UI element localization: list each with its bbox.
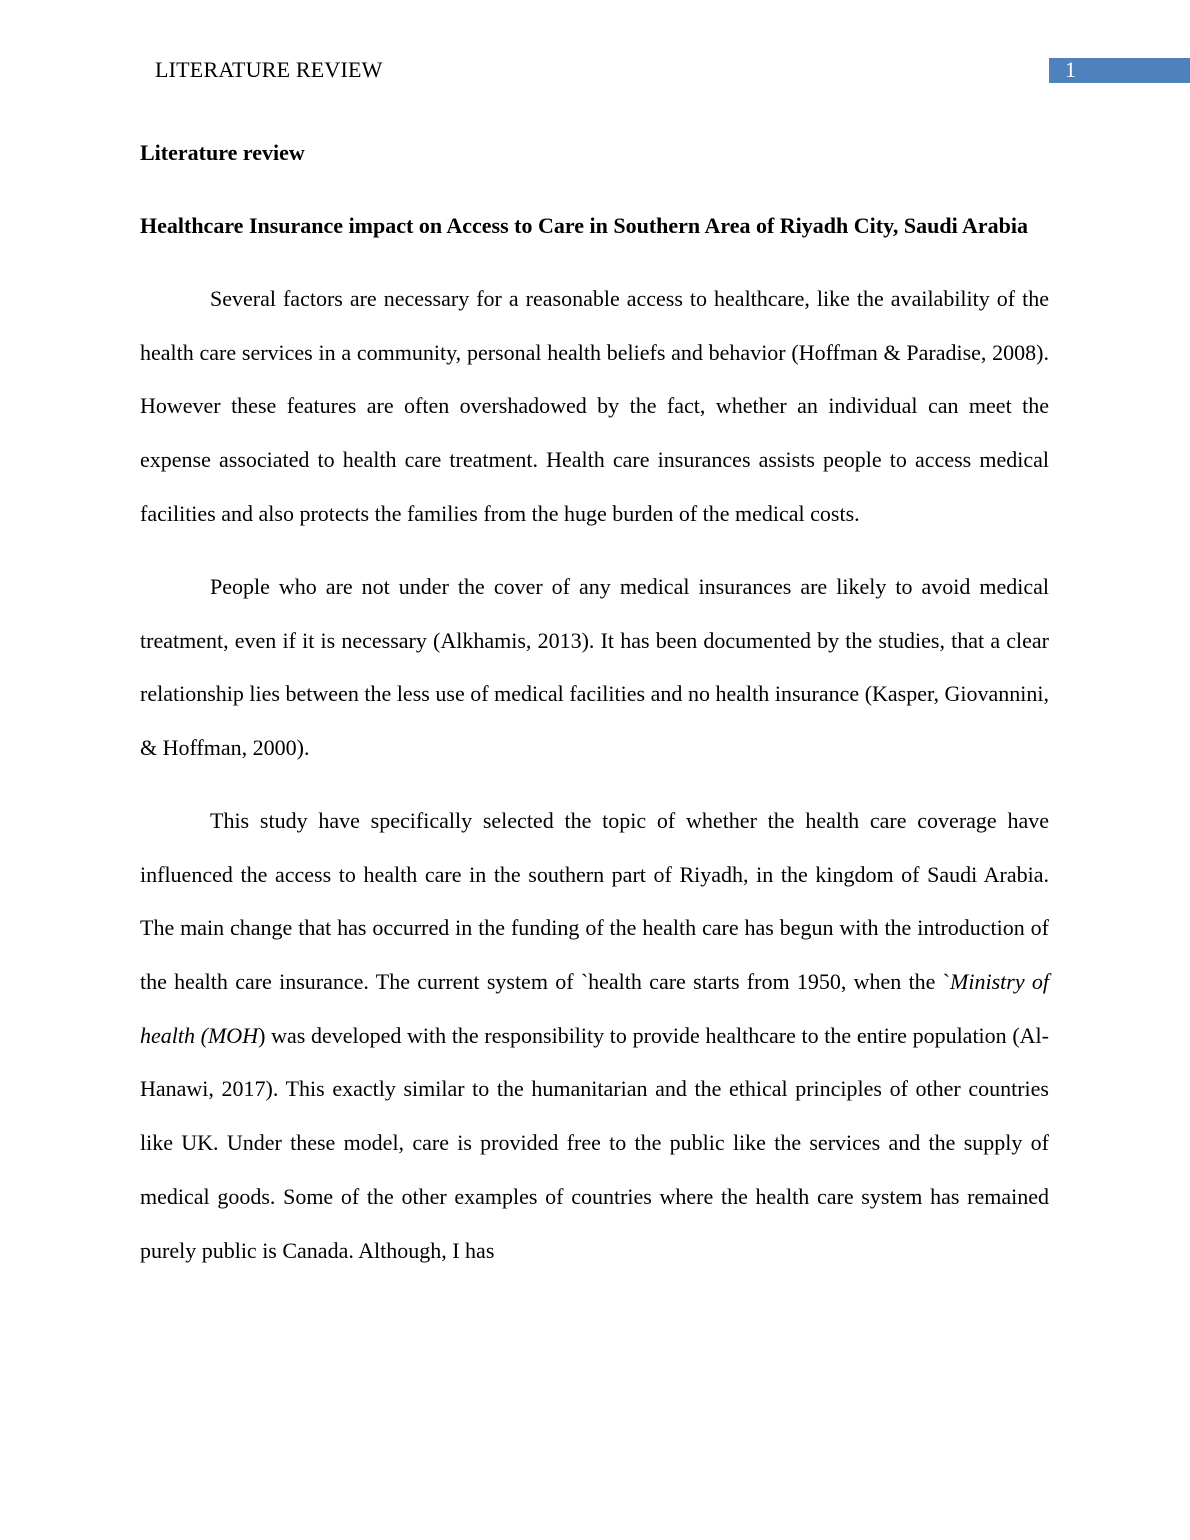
paragraph: Several factors are necessary for a reasonable access to healthcare, like the availability of the health care services in a community, personal health beliefs and behavior (Hoffman & Paradise, 2008). However these features are often overshadowed by the fact, whether an individual can meet the expense associated to health care treatment. Health care insurances assists people to access medical facilities and also protects the families from the huge burden of the medical costs. — [140, 286, 1049, 526]
page-number: 1 — [1065, 57, 1076, 82]
running-head: LITERATURE REVIEW — [155, 57, 383, 82]
paragraph — [140, 794, 1049, 1277]
paragraph-text: ) was developed with the responsibility to provide healthcare to the entire population (Al-Hanawi, 2017). This exactly similar to the humanitarian and the ethical principles of other countries like UK. Under these model, care is provided free to the public like the services and the supply of medical goods. Some of the other examples of countries where the health care system has remained purely public is Canada. Although, I has — [140, 1022, 1049, 1263]
paragraph-italic-text: Ministry of health (MOH — [140, 969, 1049, 1048]
document-subtitle: Healthcare Insurance impact on Access to Care in Southern Area of Riyadh City, Saudi Arabia — [140, 213, 1028, 238]
section-heading: Literature review — [140, 140, 305, 165]
page-number-box — [1049, 58, 1190, 83]
paragraph: People who are not under the cover of any medical insurances are likely to avoid medical treatment, even if it is necessary (Alkhamis, 2013). It has been documented by the studies, that a clear relationship lies between the less use of medical facilities and no health insurance (Kasper, Giovannini, & Hoffman, 2000). — [140, 573, 1049, 760]
paragraph-text: This study have specifically selected the topic of whether the health care coverage have influenced the access to health care in the southern part of Riyadh, in the kingdom of Saudi Arabia. The main change that has occurred in the funding of the health care has begun with the introduction of the health care insurance. The current system of `health care starts from 1950, when the ` — [140, 807, 1049, 995]
document-body — [140, 126, 1049, 1277]
